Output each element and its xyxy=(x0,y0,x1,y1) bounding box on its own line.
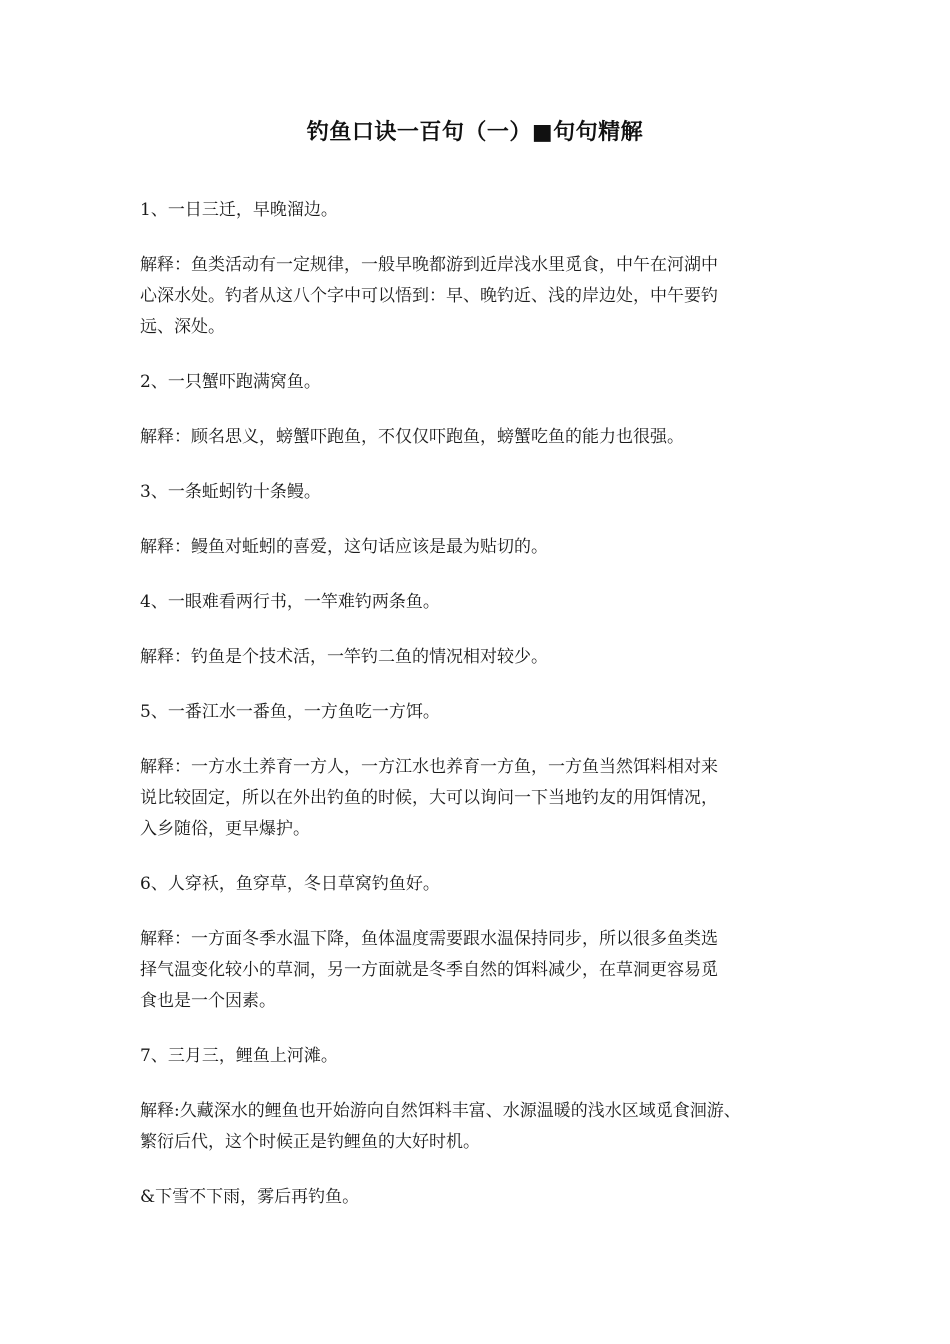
text-line: 远、深处。 xyxy=(140,317,225,337)
text-line: 繁衍后代，这个时候正是钓鲤鱼的大好时机。 xyxy=(140,1132,480,1152)
paragraph-gap xyxy=(140,1072,820,1096)
text-line: 解释:久藏深水的鲤鱼也开始游向自然饵料丰富、水源温暖的浅水区域觅食洄游、 xyxy=(140,1101,741,1121)
text-line: 解释：顾名思义，螃蟹吓跑鱼，不仅仅吓跑鱼，螃蟹吃鱼的能力也很强。 xyxy=(140,427,684,447)
text-line: 6、人穿袄，鱼穿草，冬日草窝钓鱼好。 xyxy=(140,874,440,894)
text-line: 心深水处。钓者从这八个字中可以悟到：早、晚钓近、浅的岸边处，中午要钓 xyxy=(140,286,718,306)
paragraph xyxy=(140,1096,820,1158)
paragraph xyxy=(140,697,820,728)
paragraph xyxy=(140,869,820,900)
paragraph xyxy=(140,422,820,453)
paragraph xyxy=(140,367,820,398)
paragraph xyxy=(140,250,820,343)
paragraph-gap xyxy=(140,453,820,477)
paragraph-gap xyxy=(140,900,820,924)
paragraph xyxy=(140,477,820,508)
text-line: 5、一番江水一番鱼，一方鱼吃一方饵。 xyxy=(140,702,440,722)
paragraph xyxy=(140,532,820,563)
text-line: 3、一条蚯蚓钓十条鳗。 xyxy=(140,482,321,502)
paragraph xyxy=(140,642,820,673)
paragraph-gap xyxy=(140,508,820,532)
paragraph-gap xyxy=(140,1158,820,1182)
paragraph xyxy=(140,924,820,1017)
text-line: 2、一只蟹吓跑满窝鱼。 xyxy=(140,372,321,392)
text-line: 解释：鱼类活动有一定规律，一般早晚都游到近岸浅水里觅食，中午在河湖中 xyxy=(140,255,718,275)
text-line: 解释：一方水土养育一方人，一方江水也养育一方鱼，一方鱼当然饵料相对来 xyxy=(140,757,718,777)
paragraph-gap xyxy=(140,398,820,422)
paragraph-gap xyxy=(140,563,820,587)
text-line: 7、三月三，鲤鱼上河滩。 xyxy=(140,1046,338,1066)
document-title: 钓鱼口诀一百句（一）■句句精解 xyxy=(306,120,644,145)
text-line: 4、一眼难看两行书，一竿难钓两条鱼。 xyxy=(140,592,440,612)
text-line: 解释：钓鱼是个技术活，一竿钓二鱼的情况相对较少。 xyxy=(140,647,548,667)
paragraph xyxy=(140,752,820,845)
paragraph-gap xyxy=(140,673,820,697)
text-line: 说比较固定，所以在外出钓鱼的时候，大可以询问一下当地钓友的用饵情况， xyxy=(140,788,718,808)
text-line: 解释：一方面冬季水温下降，鱼体温度需要跟水温保持同步，所以很多鱼类选 xyxy=(140,929,718,949)
text-line: 食也是一个因素。 xyxy=(140,991,276,1011)
paragraph-gap xyxy=(140,728,820,752)
paragraph xyxy=(140,1182,820,1213)
text-line: 入乡随俗，更早爆护。 xyxy=(140,819,310,839)
text-line: 1、一日三迁，早晚溜边。 xyxy=(140,200,338,220)
paragraph-gap xyxy=(140,845,820,869)
text-line: &下雪不下雨，雾后再钓鱼。 xyxy=(140,1187,360,1207)
paragraph-gap xyxy=(140,1017,820,1041)
paragraph-gap xyxy=(140,618,820,642)
paragraph xyxy=(140,587,820,618)
paragraph-gap xyxy=(140,226,820,250)
paragraph xyxy=(140,195,820,226)
paragraph-gap xyxy=(140,343,820,367)
text-line: 择气温变化较小的草洞，另一方面就是冬季自然的饵料减少，在草洞更容易觅 xyxy=(140,960,718,980)
text-line: 解释：鳗鱼对蚯蚓的喜爱，这句话应该是最为贴切的。 xyxy=(140,537,548,557)
document-body xyxy=(140,195,820,1213)
paragraph xyxy=(140,1041,820,1072)
